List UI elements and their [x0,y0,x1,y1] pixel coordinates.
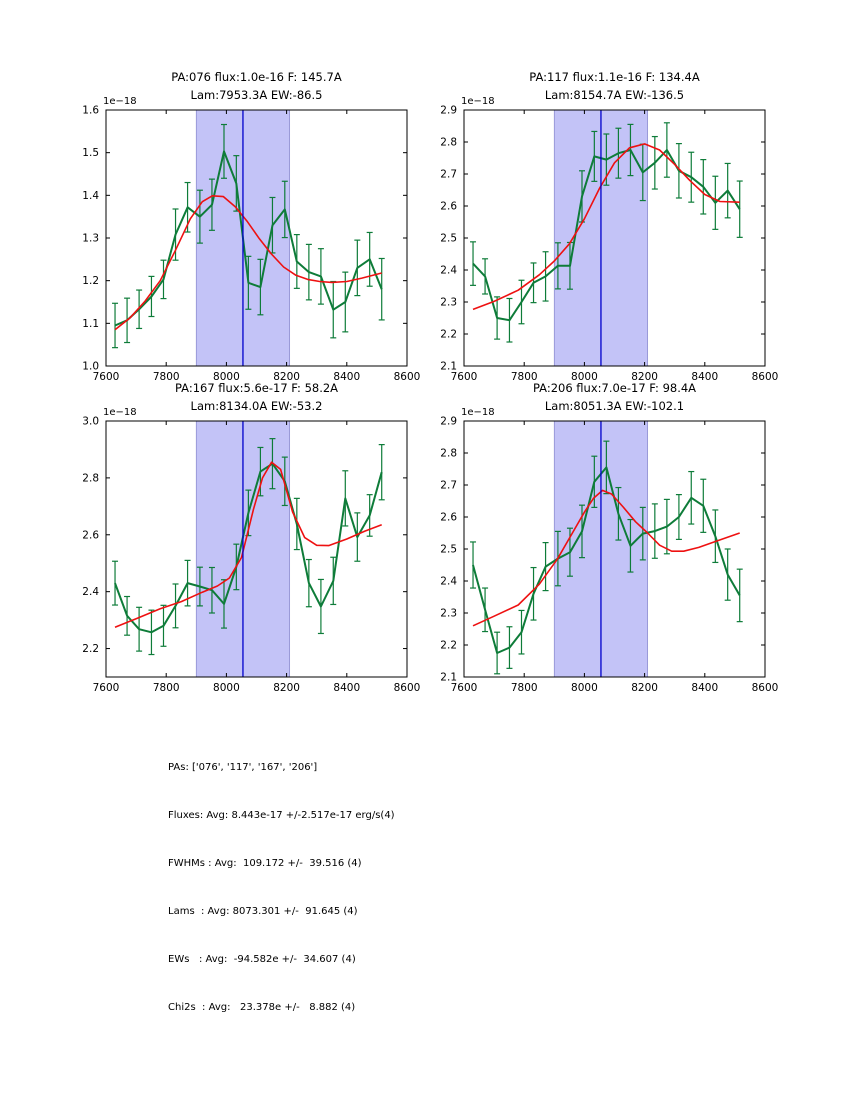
x-tick-label: 8600 [393,371,421,383]
x-tick-label: 8400 [333,682,361,694]
y-tick-label: 2.3 [440,296,457,309]
y-tick-label: 1.4 [82,189,99,202]
y-axis-offset-label: 1e−18 [461,96,495,107]
y-tick-label: 2.6 [82,529,99,542]
y-tick-label: 2.1 [440,671,457,684]
x-tick-label: 8600 [751,682,779,694]
y-tick-label: 2.6 [440,200,457,213]
y-axis-offset-label: 1e−18 [103,96,137,107]
y-tick-label: 2.7 [440,479,457,492]
y-tick-label: 1.6 [82,104,99,117]
x-tick-label: 8200 [273,682,300,694]
subplot-1 [82,70,420,383]
y-tick-label: 2.4 [440,264,457,277]
summary-line-lams: Lams : Avg: 8073.301 +/- 91.645 (4) [168,906,358,917]
subplot-title-line2: Lam:8051.3A EW:-102.1 [544,399,685,413]
subplot-title-line2: Lam:7953.3A EW:-86.5 [190,88,323,102]
subplot-3 [82,381,420,694]
y-axis-offset-label: 1e−18 [103,407,137,418]
summary-line-pas: PAs: ['076', '117', '167', '206'] [168,762,318,773]
y-axis-offset-label: 1e−18 [461,407,495,418]
x-tick-label: 8000 [213,682,240,694]
x-tick-label: 8400 [333,371,361,383]
subplot-title-line2: Lam:8154.7A EW:-136.5 [544,88,685,102]
x-tick-label: 8200 [631,371,658,383]
x-tick-label: 8000 [213,371,240,383]
y-tick-label: 3.0 [82,415,99,428]
y-tick-label: 2.8 [440,447,457,460]
y-tick-label: 2.3 [440,607,457,620]
y-tick-label: 2.4 [82,586,99,599]
x-tick-label: 7600 [92,371,120,383]
x-tick-label: 8400 [691,682,719,694]
subplot-title-line1: PA:076 flux:1.0e-16 F: 145.7A [171,70,342,84]
y-tick-label: 2.9 [440,415,457,428]
y-tick-label: 1.2 [82,275,99,288]
summary-line-ews: EWs : Avg: -94.582e +/- 34.607 (4) [168,954,356,965]
x-tick-label: 7800 [152,371,180,383]
y-tick-label: 2.5 [440,232,457,245]
x-tick-label: 7600 [450,682,478,694]
subplot-2 [440,70,778,383]
x-tick-label: 7800 [152,682,180,694]
y-tick-label: 1.0 [82,360,99,373]
y-tick-label: 2.8 [82,472,99,485]
subplot-title-line1: PA:206 flux:7.0e-17 F: 98.4A [532,381,697,395]
y-tick-label: 1.5 [82,147,99,160]
x-tick-label: 8000 [571,682,598,694]
y-tick-label: 1.3 [82,232,99,245]
y-tick-label: 1.1 [82,317,99,330]
y-tick-label: 2.7 [440,168,457,181]
summary-line-fluxes: Fluxes: Avg: 8.443e-17 +/-2.517e-17 erg/s(4) [168,810,395,821]
subplot-4 [440,381,778,694]
x-tick-label: 7800 [510,371,538,383]
x-tick-label: 8000 [571,371,598,383]
y-tick-label: 2.1 [440,360,457,373]
x-tick-label: 7800 [510,682,538,694]
y-tick-label: 2.8 [440,136,457,149]
y-tick-label: 2.9 [440,104,457,117]
y-tick-label: 2.2 [82,643,99,656]
x-tick-label: 8600 [393,682,421,694]
x-tick-label: 7600 [450,371,478,383]
y-tick-label: 2.4 [440,575,457,588]
y-tick-label: 2.6 [440,511,457,524]
subplot-title-line1: PA:167 flux:5.6e-17 F: 58.2A [174,381,339,395]
summary-line-fwhms: FWHMs : Avg: 109.172 +/- 39.516 (4) [168,858,362,869]
y-tick-label: 2.5 [440,543,457,556]
x-tick-label: 8200 [273,371,300,383]
y-tick-label: 2.2 [440,639,457,652]
x-tick-label: 8600 [751,371,779,383]
x-tick-label: 8200 [631,682,658,694]
y-tick-label: 2.2 [440,328,457,341]
x-tick-label: 8400 [691,371,719,383]
subplot-title-line1: PA:117 flux:1.1e-16 F: 134.4A [529,70,700,84]
subplot-title-line2: Lam:8134.0A EW:-53.2 [190,399,323,413]
summary-line-chi2s: Chi2s : Avg: 23.378e +/- 8.882 (4) [168,1002,356,1013]
summary-block [168,733,395,1043]
x-tick-label: 7600 [92,682,120,694]
